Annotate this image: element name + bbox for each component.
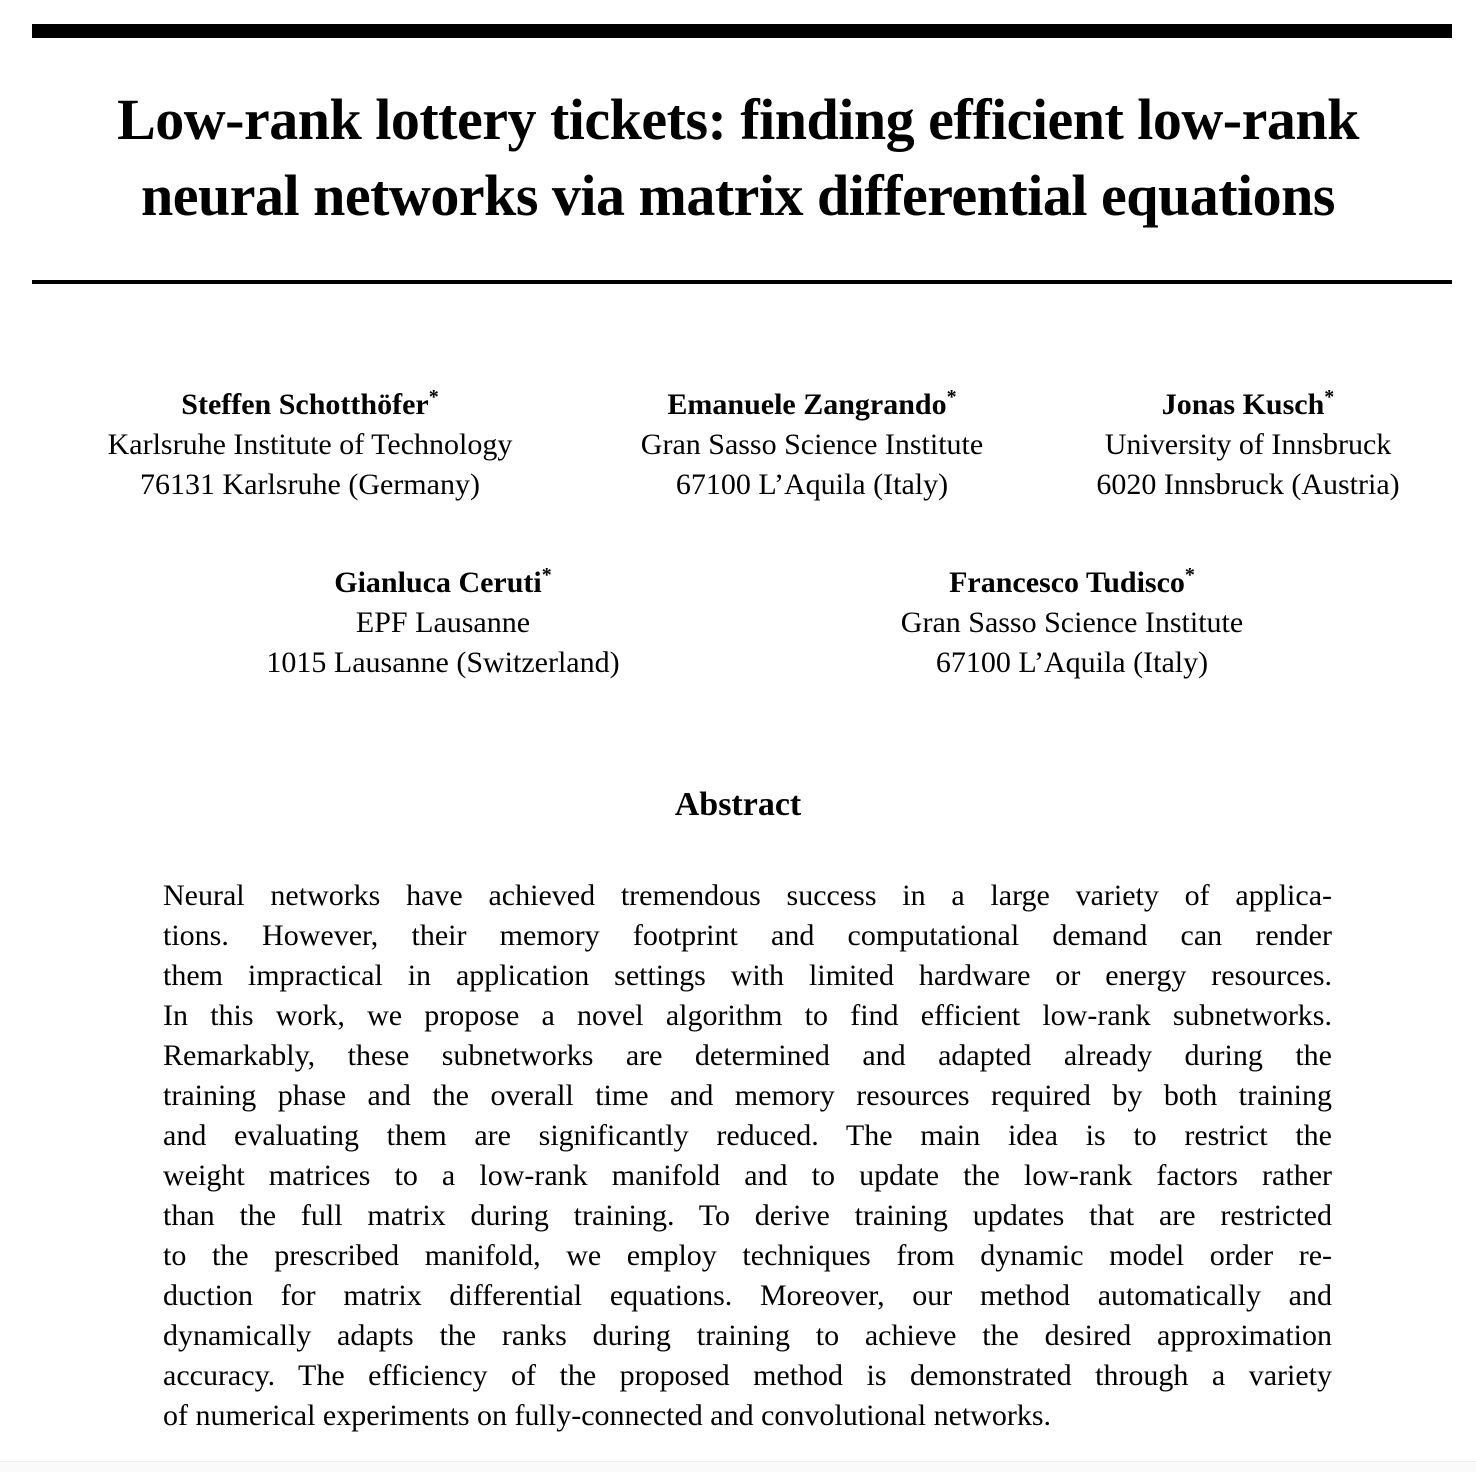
paper-title <box>0 82 1476 234</box>
title-divider-rule <box>32 280 1452 284</box>
author-address: 76131 Karlsruhe (Germany) <box>140 468 480 501</box>
abstract-line: duction for matrix differential equations. Moreover, our method automatically and <box>163 1279 1332 1312</box>
author-name-text: Jonas Kusch <box>1161 388 1325 421</box>
author-block-tudisco <box>901 563 1243 683</box>
abstract-line: tions. However, their memory footprint and computational demand can render <box>163 919 1332 952</box>
author-block-kusch <box>1096 385 1399 505</box>
abstract-line: them impractical in application settings with limited hardware or energy resources. <box>163 959 1332 992</box>
top-rule <box>32 24 1452 38</box>
author-block-ceruti <box>266 563 619 683</box>
abstract-line: In this work, we propose a novel algorithm to find efficient low-rank subnetworks. <box>163 999 1332 1032</box>
author-name <box>641 385 983 425</box>
abstract-line: of numerical experiments on fully-connected and convolutional networks. <box>163 1399 1052 1432</box>
abstract-line: Neural networks have achieved tremendous success in a large variety of applica- <box>163 879 1332 912</box>
author-footnote-mark: * <box>1324 386 1335 408</box>
author-address: 6020 Innsbruck (Austria) <box>1096 468 1400 501</box>
abstract-line: training phase and the overall time and memory resources required by both training <box>163 1079 1332 1112</box>
author-footnote-mark: * <box>946 386 957 408</box>
author-block-zangrando <box>641 385 983 505</box>
title-line-2: neural networks via matrix differential equations <box>141 163 1335 228</box>
author-name-text: Steffen Schotthöfer <box>181 388 429 421</box>
author-affiliation: EPF Lausanne <box>355 606 531 639</box>
abstract-line: accuracy. The efficiency of the proposed method is demonstrated through a variety <box>163 1359 1332 1392</box>
author-name-text: Emanuele Zangrando <box>667 388 947 421</box>
abstract-line: than the full matrix during training. To derive training updates that are restricted <box>163 1199 1332 1232</box>
author-footnote-mark: * <box>428 386 439 408</box>
abstract-line: and evaluating them are significantly reduced. The main idea is to restrict the <box>163 1119 1332 1152</box>
abstract-line: to the prescribed manifold, we employ techniques from dynamic model order re- <box>163 1239 1332 1272</box>
author-affiliation: University of Innsbruck <box>1104 428 1392 461</box>
abstract-line: weight matrices to a low-rank manifold and to update the low-rank factors rather <box>163 1159 1332 1192</box>
page-bottom-band <box>0 1461 1476 1472</box>
author-affiliation: Gran Sasso Science Institute <box>900 606 1244 639</box>
author-footnote-mark: * <box>541 564 552 586</box>
author-name <box>108 385 513 425</box>
author-name <box>1096 385 1399 425</box>
abstract-line: Remarkably, these subnetworks are determined and adapted already during the <box>163 1039 1332 1072</box>
author-affiliation: Gran Sasso Science Institute <box>640 428 984 461</box>
author-affiliation: Karlsruhe Institute of Technology <box>107 428 513 461</box>
author-footnote-mark: * <box>1184 564 1195 586</box>
title-line-1: Low-rank lottery tickets: finding efficient low-rank <box>117 87 1359 152</box>
author-name-text: Francesco Tudisco <box>949 566 1185 599</box>
abstract-heading: Abstract <box>674 786 802 823</box>
author-name <box>901 563 1243 603</box>
author-address: 1015 Lausanne (Switzerland) <box>266 646 620 679</box>
author-address: 67100 L’Aquila (Italy) <box>935 646 1209 679</box>
abstract-line: dynamically adapts the ranks during training to achieve the desired approximation <box>163 1319 1332 1352</box>
author-address: 67100 L’Aquila (Italy) <box>675 468 949 501</box>
author-block-schotthofer <box>108 385 513 505</box>
author-name <box>266 563 619 603</box>
abstract-body <box>163 876 1332 1436</box>
author-name-text: Gianluca Ceruti <box>334 566 542 599</box>
